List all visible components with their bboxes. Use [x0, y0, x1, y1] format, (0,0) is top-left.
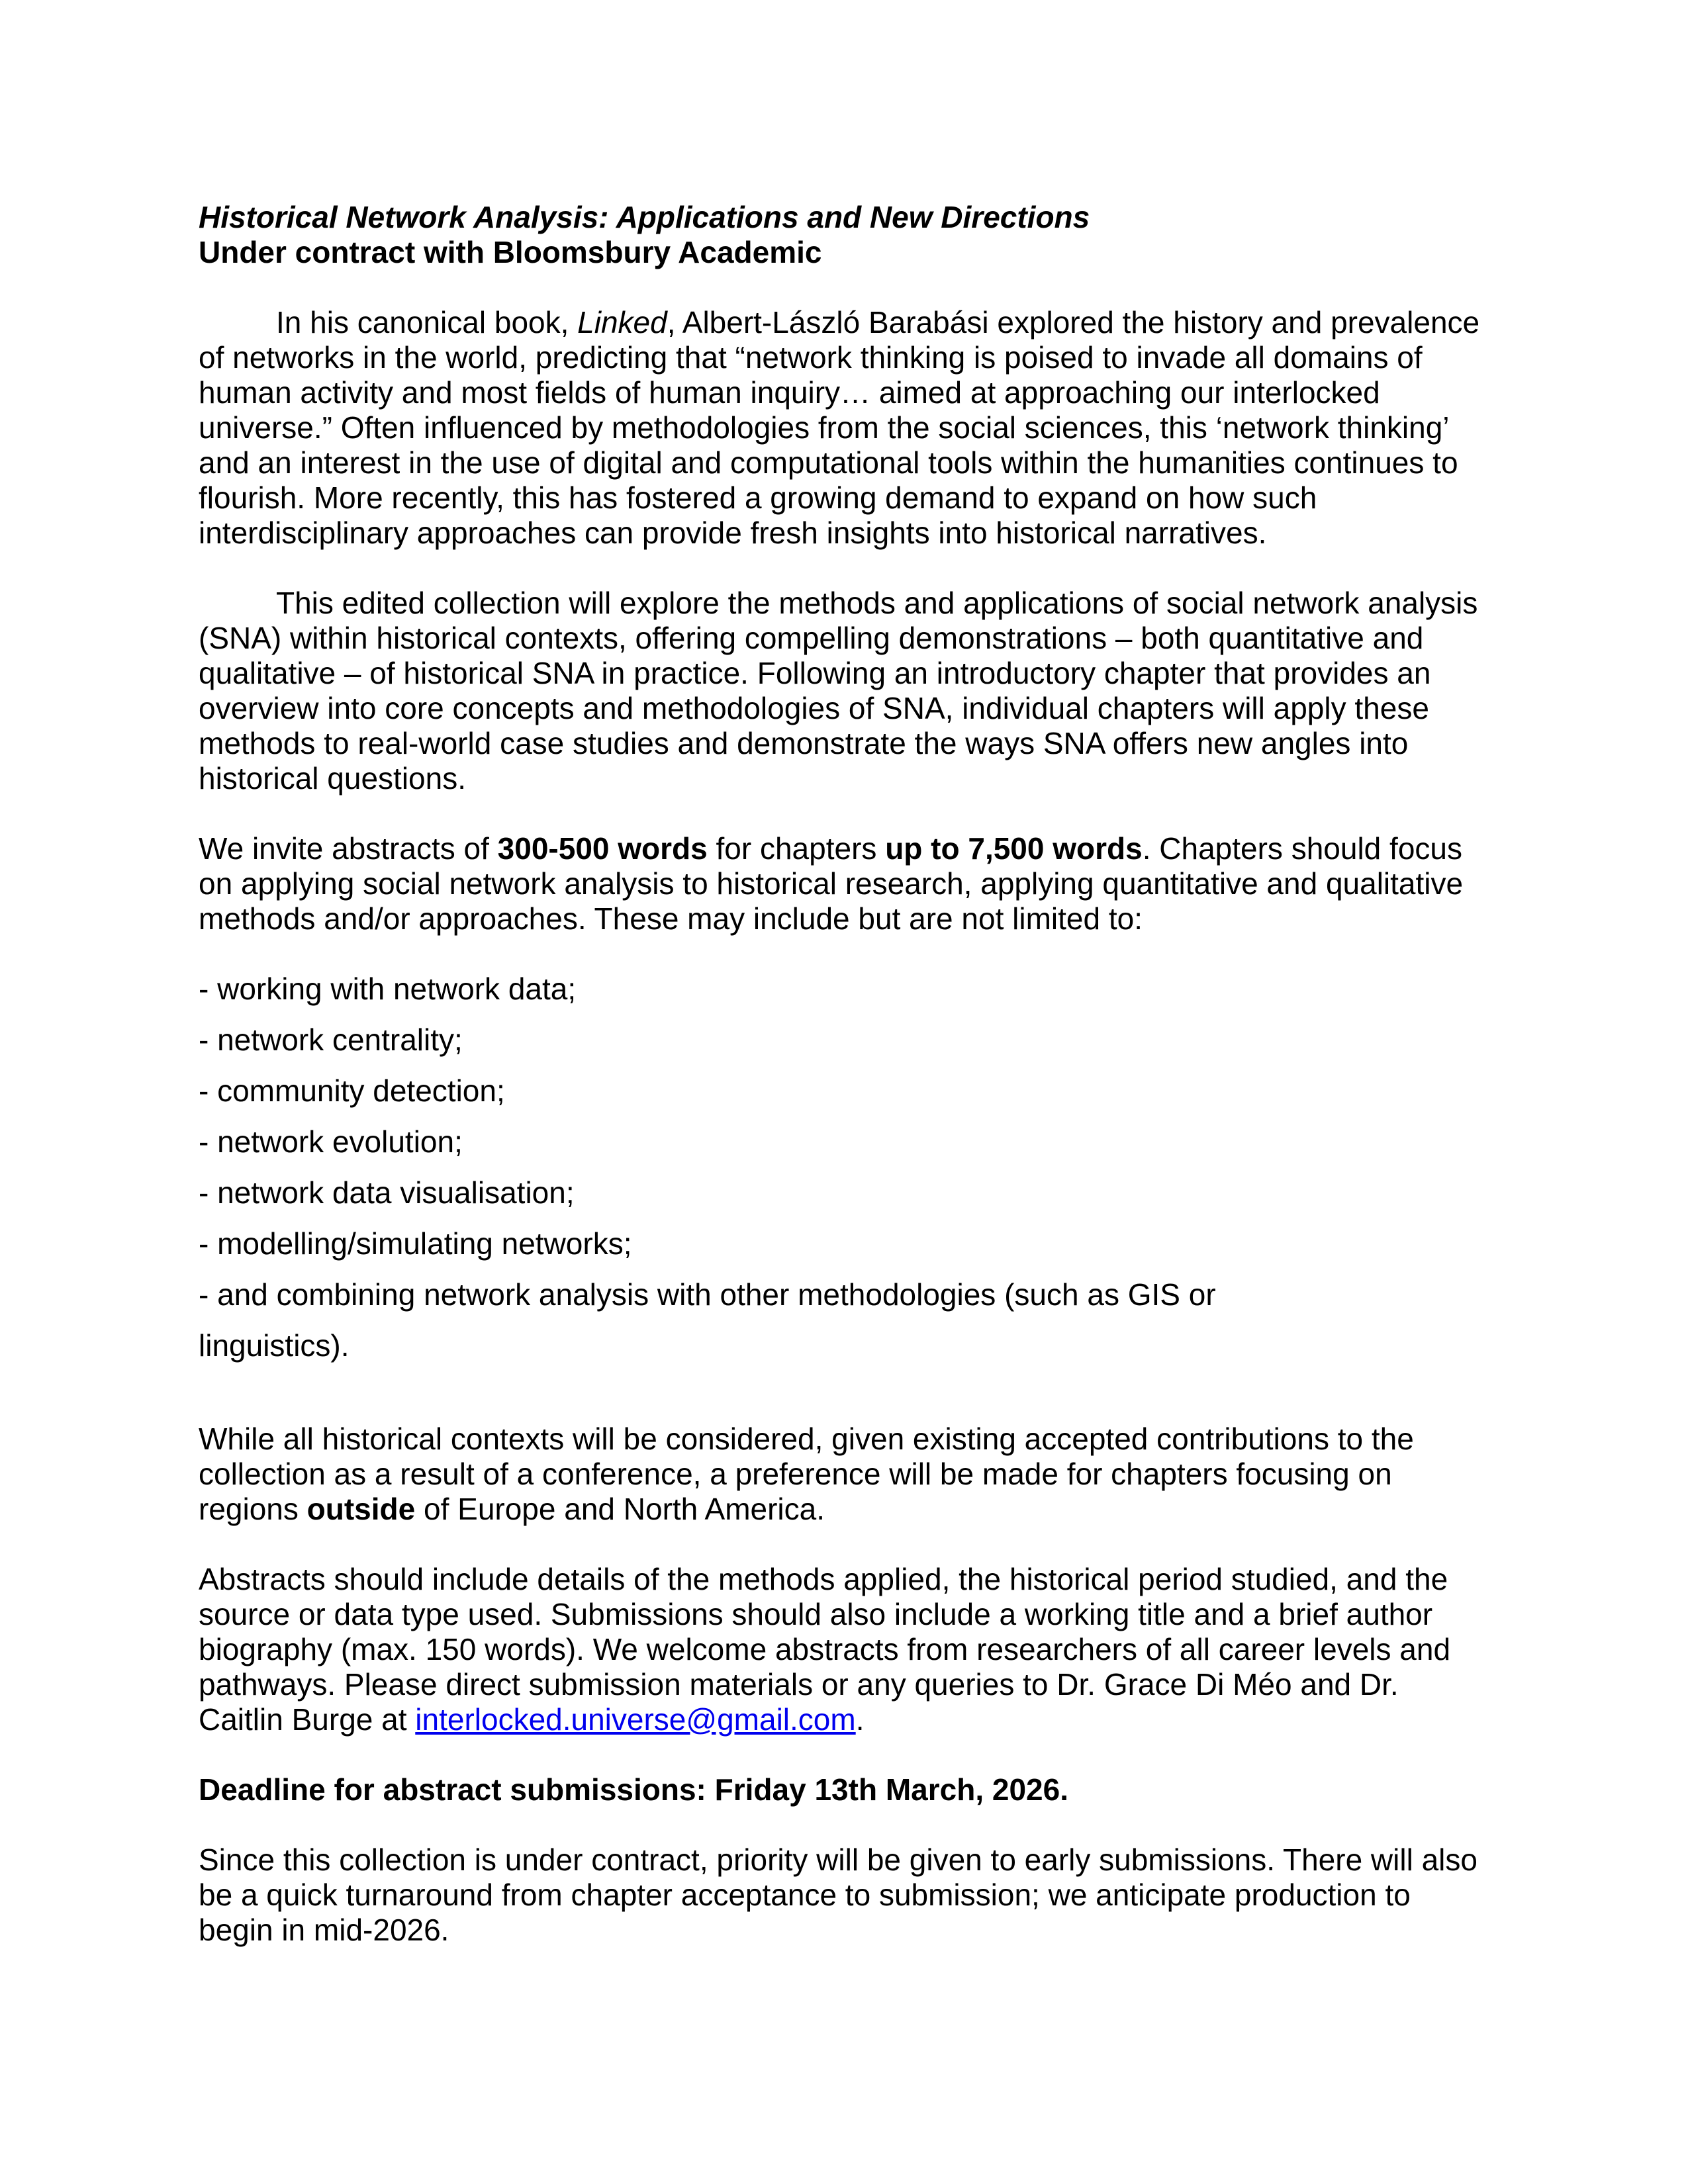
paragraph-priority-note: Since this collection is under contract, priority will be given to early submissions. There will also be a quick turnaround from chapter acceptance to submission; we anticipate production to begin in mid-2026.	[199, 1843, 1477, 1947]
regional-text-start: While all historical contexts will be considered, given existing accepted contributions to the collection as a result of a conference, a preference will be made for chapters focusing on regions	[199, 1422, 1414, 1526]
email-link[interactable]: interlocked.universe@gmail.com	[415, 1702, 856, 1737]
document-content	[199, 200, 1491, 1983]
invitation-text-end: . Chapters should focus on applying social network analysis to historical research, applying quantitative and qualitative methods and/or approaches. These may include but are not limited to:	[199, 831, 1464, 936]
paragraph-collection-overview: This edited collection will explore the methods and applications of social network analysis (SNA) within historical contexts, offering compelling demonstrations – both quantitative and qualitative – of historical SNA in practice. Following an introductory chapter that provides an overview into core concepts and methodologies of SNA, individual chapters will apply these methods to real-world case studies and demonstrate the ways SNA offers new angles into historical questions.	[199, 586, 1478, 796]
list-item-network-centrality: - network centrality;	[199, 1023, 463, 1057]
chapter-word-count: up to 7,500 words	[885, 831, 1143, 866]
list-item-data-visualisation: - network data visualisation;	[199, 1175, 575, 1210]
paragraph-intro	[199, 305, 1491, 551]
regional-text-end: of Europe and North America.	[415, 1492, 825, 1526]
intro-text-start: In his canonical book,	[276, 305, 578, 340]
list-item-combining-methodologies: - and combining network analysis with other methodologies (such as GIS or	[199, 1277, 1216, 1312]
submission-text-start: Abstracts should include details of the methods applied, the historical period studied, and the source or data type used. Submissions should also include a working title and a brief author biography (max. 150 words). We welcome abstracts from researchers of all career levels and pathways. Please direct submission materials or any queries to Dr. Grace Di Méo and Dr. Caitlin Burge at	[199, 1562, 1451, 1737]
paragraph-submission-details	[199, 1562, 1491, 1737]
document-subtitle: Under contract with Bloomsbury Academic	[199, 235, 822, 269]
deadline-statement: Deadline for abstract submissions: Friday 13th March, 2026.	[199, 1772, 1068, 1807]
list-item-network-evolution: - network evolution;	[199, 1124, 463, 1159]
list-item-modelling-simulating: - modelling/simulating networks;	[199, 1226, 632, 1261]
list-item-community-detection: - community detection;	[199, 1073, 505, 1108]
invitation-text-mid: for chapters	[707, 831, 886, 866]
list-item-linguistics: linguistics).	[199, 1328, 350, 1363]
document-title: Historical Network Analysis: Applications and New Directions	[199, 200, 1090, 234]
submission-text-end: .	[855, 1702, 865, 1737]
paragraph-regional-preference	[199, 1422, 1491, 1527]
abstract-word-count: 300-500 words	[497, 831, 708, 866]
list-item-network-data: - working with network data;	[199, 972, 577, 1006]
title-block	[199, 200, 1491, 270]
book-title-linked: Linked	[577, 305, 667, 340]
outside-emphasis: outside	[306, 1492, 416, 1526]
invitation-text-start: We invite abstracts of	[199, 831, 498, 866]
intro-text-rest: , Albert-László Barabási explored the history and prevalence of networks in the world, predicting that “network thinking is poised to invade all domains of human activity and most fields of human inquiry… aimed at approaching our interlocked universe.” Often influenced by methodologies from the social sciences, this ‘network thinking’ and an interest in the use of digital and computational tools within the humanities continues to flourish. More recently, this has fostered a growing demand to expand on how such interdisciplinary approaches can provide fresh insights into historical narratives.	[199, 305, 1480, 550]
paragraph-invitation	[199, 831, 1491, 936]
